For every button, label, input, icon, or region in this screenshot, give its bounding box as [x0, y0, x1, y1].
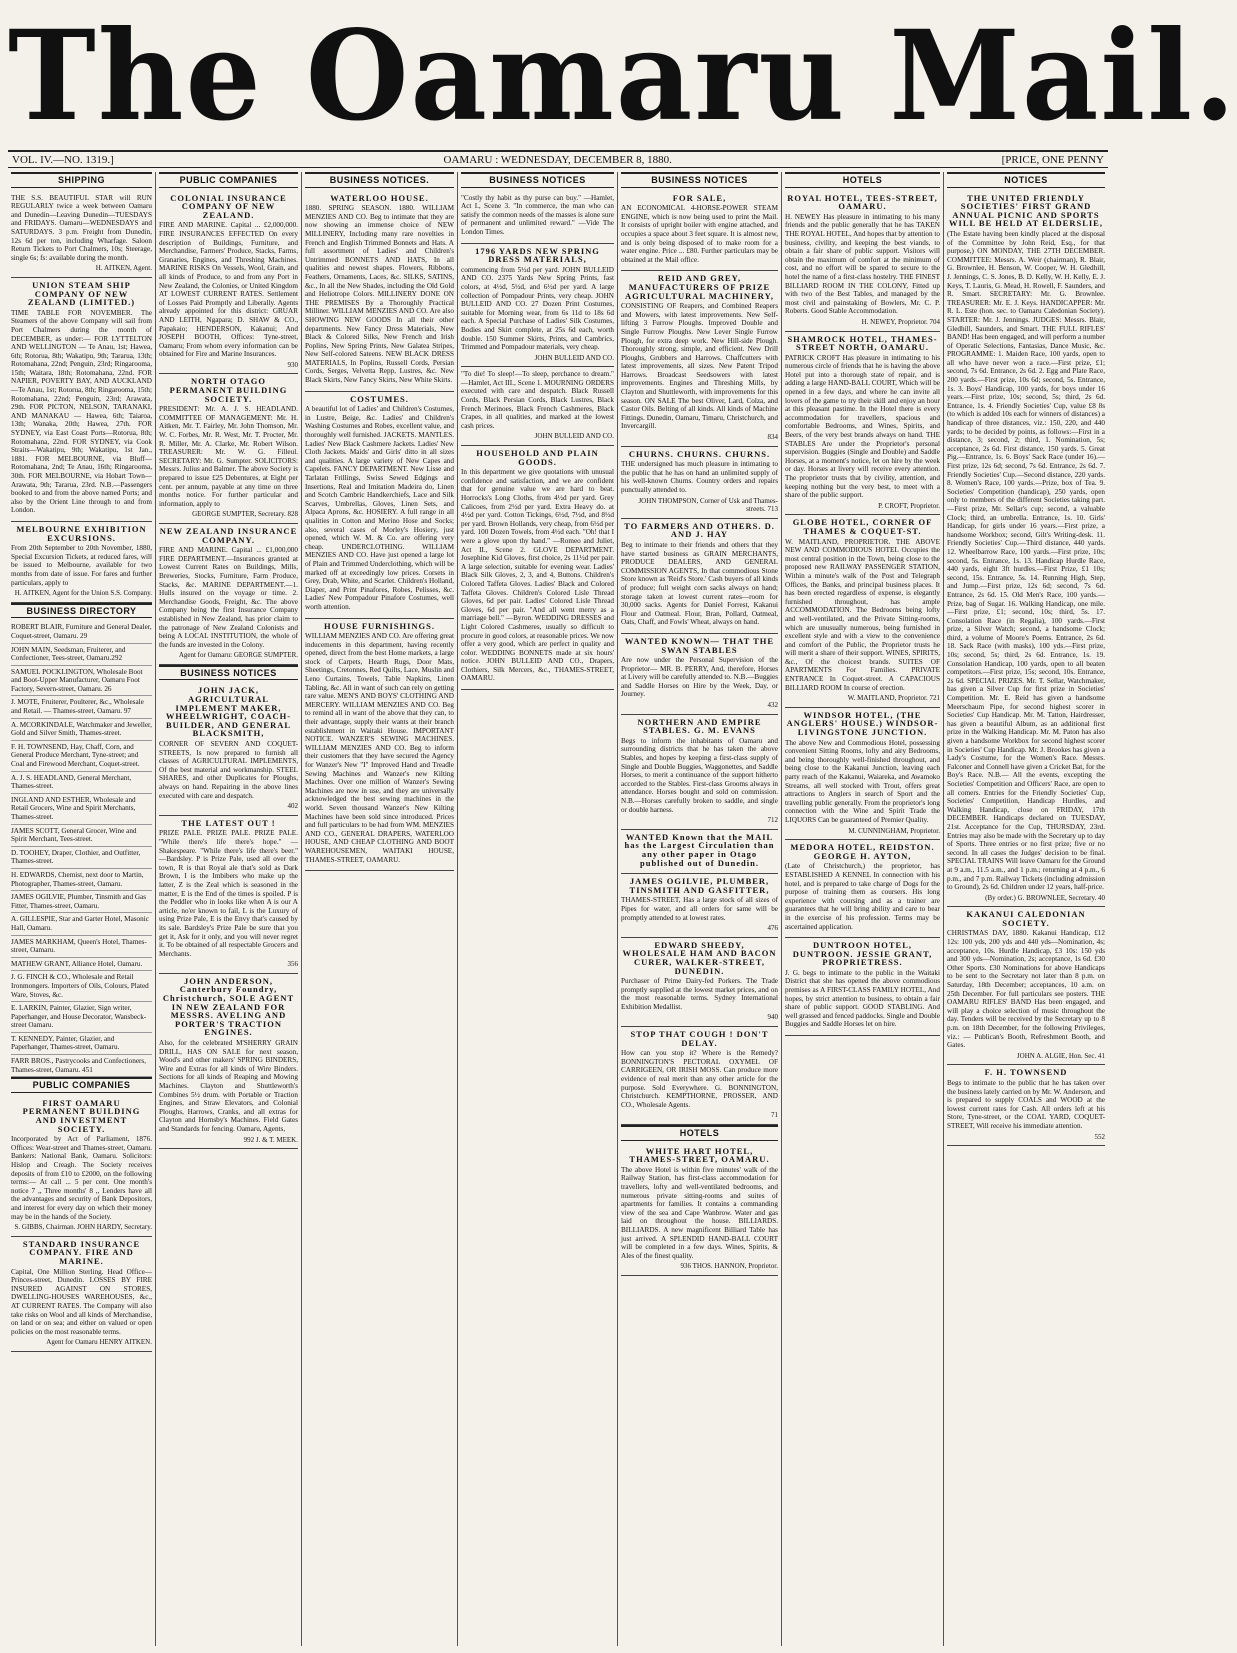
ad-heading: WANTED Known that the MAIL has the Largest Circulation than any other paper in Otago published out of Dunedin. [624, 831, 775, 868]
ad-signature: (By order.) G. BROWNLEE, Secretary. 40 [985, 893, 1105, 902]
masthead [8, 2, 1237, 149]
advertisement [461, 367, 614, 446]
ad-signature: H. AITKEN, Agent for the Union S.S. Company. [14, 589, 152, 598]
ad-signature: 940 [767, 1013, 778, 1022]
column-heading: SHIPPING [11, 172, 152, 188]
column-heading: BUSINESS NOTICES [621, 172, 778, 188]
ad-body: In this department we give quotations with unusual confidence and satisfaction, and we are confident that for genuine value we are hard to beat. Horrocks's Long Cloths, from 4½d per yard. Grey Calicoes, from 2½d per yard. Extra Heavy do. at 4½d per yard. Cotton Tickings, 6½d, 7½d, and 8½d per yard. Brown Hollands, very cheap, from 6½d per yard. 100 Dozen Towels, from 4½d each. "Oh! that I were a glove upon thy hand." —Romeo and Juliet, Act II., Scene 2. GLOVE DEPARTMENT. Josephine Kid Gloves, first choice, 2s 11½d per pair. A large selection, suitable for evening wear. Ladies' Black Silk Gloves, 2, 3, and 4, Buttons. Children's Colored Taffeta Gloves. Ladies' Black and Colored Taffeta Gloves. Children's Colored Lisle Thread Gloves, 6d per pair. Ladies' Colored Lisle Thread Gloves, 6d per pair. "And all went merry as a marriage bell." —Byron. WEDDING DRESSES and Light Colored Cashmeres, usually so difficult to procure in good colors, at reasonable prices. We now offer a very good, which are perfect in quality and color. WEDDING BONNETS made at six hours' notice. JOHN BULLEID AND CO., Drapers, Clothiers, Silk Mercers, &c., THAMES-STREET, OAMARU. [461, 468, 614, 683]
directory-entry: F. H. TOWNSEND, Hay, Chaff, Corn, and General Produce Merchant, Tyne-street; and Coal and Firewood Merchant, Coquet-street. [11, 741, 152, 772]
ad-heading: WANTED KNOWN— THAT THE SWAN STABLES [624, 635, 775, 655]
column-content [11, 191, 152, 1649]
advertisement [621, 715, 778, 830]
ad-body: PATRICK CROFT Has pleasure in intimating to his numerous circle of friends that he is having the above Hotel put into a thorough state of repair, and is adding a large HAND-BALL COURT, Which will be opened in a few days, and where he can invite all lovers of the game to try their skill and enjoy an hour at this pleasant pastime. In the Hotel there is every accommodation for travellers, spacious and comfortable Bedrooms, and Wines, Spirits, and Beers, of the very best brands always on hand. THE STABLES Are under the Proprietor's personal supervision. Buggies (Single and Double) and Saddle Horses, at a moment's notice, let on hire by the week or day. Horses at livery will receive every attention. The proprietor trusts that by civility, attention, and keeping nothing but the very best, to meet with a share of the public support. [785, 353, 940, 500]
ad-signature: 71 [771, 1111, 778, 1120]
ad-signature: 552 [1094, 1132, 1105, 1141]
advertisement [159, 191, 298, 375]
column-heading: BUSINESS NOTICES. [305, 172, 454, 188]
ad-body: The above New and Commodious Hotel, possessing convenient Sitting Rooms, lofty and airy Bedrooms, and being thoroughly well-finished throughout, and being close to the Kakanui Junction, leaving each party reach of the Kakanui, Waiareka, and Awamoko Streams, all well stocked with Trout, offers great attractions to Anglers in search of Sport and the travelling public generally. From the proprietor's long connection with the Wine and Spirit Trade the LIQUORS Can be guaranteed of Premier Quality. [785, 738, 940, 824]
ad-heading: THE LATEST OUT ! [181, 817, 276, 828]
advertisement [305, 619, 454, 872]
ad-signature: 402 [287, 802, 298, 811]
ad-body: THE S.S. BEAUTIFUL STAR will RUN REGULARLY twice a week between Oamaru and Dunedin—Leaving Dunedin—TUESDAYS and FRIDAYS. Oamaru—WEDNESDAYS and SATURDAYS. 3 p.m. Freight from Dunedin, 12s 6d per ton, including Wharfage. Saloon Return Tickets to Port Chalmers, 10s; Steerage, single 6s; fs: available during the month. [11, 193, 152, 262]
ad-heading: STOP THAT COUGH ! DON'T DELAY. [630, 1029, 769, 1048]
column-heading: PUBLIC COMPANIES [159, 172, 298, 188]
ad-signature: 930 [287, 360, 298, 369]
column-4 [458, 172, 618, 1646]
ad-signature: W. MAITLAND, Proprietor. 721 [847, 694, 940, 703]
advertisement [947, 1065, 1105, 1146]
ad-body: Capital, One Million Sterling. Head Office—Princes-street, Dunedin. LOSSES BY FIRE INSURED AGAINST ON STORES, DWELLING-HOUSES WAREHOUSES, &c., AT CURRENT RATES. The Company will also take risks on Wool and all kinds of Merchandise, on land or on sea; and either on valued or open policies on the most reasonable terms. [11, 1267, 152, 1336]
directory-entry: D. TOOHEY, Draper, Clothier, and Outfitter, Thames-street. [11, 847, 152, 869]
advertisement [947, 907, 1105, 1065]
ad-heading: HOUSE FURNISHINGS. [323, 620, 436, 631]
ad-body: WILLIAM MENZIES AND CO. Are offering great inducements in this department, having recently opened, direct from the best Home markets, a large stock of Carpets, Hearth Rugs, Door Mats, Sheetings, Cretonnes, Red Quilts, Lace, Muslin and Leno Curtains, Towels, Table Napkins, Linen Tabling, &c. All in want of such can rely on getting rare value. MEN'S AND BOYS' CLOTHING AND MERCERY. WILLIAM MENZIES AND CO. Beg to remind all in want of the above that they can, to their advantage, supply their wants at their branch establishment in Waitaki House. IMPORTANT NOTICE. WANZER'S SEWING MACHINES. WILLIAM MENZIES AND CO. Beg to inform their customers that they have secured the Agency for Wanzer's New "I" Improved Hand and Treadle Sewing Machines and Wanzer's new Kilting Machines. Over one million of Wanzer's Sewing Machines are now in use, and they are universally acknowledged the best sewing machines in the world. Seven thousand Wanzer's New Kilting Machines have been sold since introduced. Prices and full particulars to be had from WM. MENZIES AND CO., GENERAL DRAPERS, WATERLOO HOUSE, AND CHEAP CLOTHING AND BOOT WAREHOUSEMEN, WAITAKI HOUSE, THAMES-STREET, OAMARU. [305, 632, 454, 864]
section-heading: PUBLIC COMPANIES [11, 1077, 152, 1093]
directory-entry: INGLAND AND ESTHER, Wholesale and Retail Grocers, Wine and Spirit Merchants, Thames-street. [11, 794, 152, 825]
advertisement [785, 938, 940, 1036]
column-content [621, 191, 778, 1649]
ad-signature: 476 [767, 924, 778, 933]
column-1 [8, 172, 156, 1646]
section-heading: BUSINESS DIRECTORY [11, 603, 152, 619]
directory-entry: T. KENNEDY, Painter, Glazier, and Paperhanger, Thames-street, Oamaru. [11, 1033, 152, 1055]
section-heading: HOTELS [621, 1125, 778, 1141]
ad-body: CONSISTING OF Reapers, and Combined Reapers and Mowers, with latest improvements. New Self-lifting 3 Furrow Ploughs. Improved Double and Single Furrow Ploughs. New Lever Single Furrow Plough, for extra deep work. New Hill-side Plough. Thoroughly strong, simple, and efficient. New Drill Ploughs, Grubbers and Harrows. Chaffcutters with latest improvements, all sizes. New Patent Tripod Harrows. Broadcast Seedsowers with latest improvements. Engines and Threshing Mills, by Clayton and Shuttleworth, with improvements for this season. ON SALE The best Oliver, Lard, Colza, and Castor Oils. Belting of all kinds. All kinds of Machine Fittings. Dunedin, Oamaru, Timaru, Christchurch, and Invercargill. [621, 302, 778, 431]
advertisement [11, 1096, 152, 1237]
ad-signature: 834 [767, 433, 778, 442]
column-content [159, 191, 298, 1649]
ad-body: (Late of Christchurch,) the proprietor, has ESTABLISHED A KENNEL In connection with his hotel, and is prepared to take charge of Dogs for the purpose of training them as coursers. His long experience with coursing and as a trainer are guarantees that he will bring ability and care to bear in the exercise of his profession. Terms may be ascertained application. [785, 862, 940, 931]
ad-signature: 356 [287, 960, 298, 969]
column-7 [944, 172, 1108, 1646]
ad-heading: JAMES OGILVIE, PLUMBER, TINSMITH AND GASFITTER, [629, 876, 770, 895]
directory-entry: FARR BROS., Pastrycooks and Confectioners, Thames-street, Oamaru. 451 [11, 1055, 152, 1077]
ad-body: AN ECONOMICAL 4-HORSE-POWER STEAM ENGINE, which is now being used to print the Mail. It consists of upright boiler with engine attached, and occupies a space about 3 feet square. It is almost new, and is only being disposed of to make room for a water engine. Price ... £80. Further particulars may be obtained at the Mail office. [621, 204, 778, 264]
advertisement [621, 191, 778, 272]
advertisement [11, 1237, 152, 1352]
column-heading: NOTICES [947, 172, 1105, 188]
ad-signature: 992 J. & T. MEEK. [243, 1135, 298, 1144]
ad-heading: JOHN JACK, AGRICULTURAL IMPLEMENT MAKER, WHEELWRIGHT, COACH-BUILDER, AND GENERAL BLACKSMITH, [165, 685, 292, 739]
ad-signature: Agent for Oamaru HENRY AITKEN. [46, 1338, 152, 1347]
column-heading: BUSINESS NOTICES [461, 172, 614, 188]
column-content [305, 191, 454, 1649]
advertisement [785, 191, 940, 332]
ad-body: Begs to inform the inhabitants of Oamaru and surrounding districts that he has taken the above Stables, and hopes by keeping a first-class supply of Single and Double Buggies, Waggonettes, and Saddle Horses, to merit a continuance of the support hitherto accorded to the Stables. First-class Grooms always in attendance. Horses bought and sold on commission. N.B.—Horses carefully broken to saddle, and single or double harness. [621, 736, 778, 814]
ad-body: How can you stop it? Where is the Remedy? BONNINGTON'S PECTORAL OXYMEL OF CARRIGEEN, OR IRISH MOSS. Can produce more evidence of real merit than any other article for the purpose. Sold Everywhere. G. BONNINGTON, Christchurch. KEMPTHORNE, PROSSER, AND CO., Wholesale Agents. [621, 1049, 778, 1109]
business-directory [11, 621, 152, 1077]
ad-body: TIME TABLE FOR NOVEMBER. The Steamers of the above Company will sail from Port Chalmers during the month of DECEMBER, as under:— FOR LYTTELTON AND WELLINGTON — Te Anau, 1st; Hawea, 6th; Rotorua, 8th; Wakatipu, 9th; Tararua, 13th; Rotomahana, 22nd; Penguin, 23rd; Ringarooma, 15th; Waitara, 18th; Rotomahana, 22nd. FOR NAPIER, POVERTY BAY, AND AUCKLAND—Te Anau, 1st; Rotorua, 8th; Ringarooma, 15th; Rotomahana, 22nd; Penguin, 23rd; Arawata, 29th. FOR PICTON, NELSON, TARANAKI, AND MANAKAU — Hawea, 6th; Taiaroa, 13th; Wanaka, 20th; Hawea, 27th. FOR SYDNEY, via East Coast Ports—Rotorua, 8th; Rotomahana, 22nd. FOR SYDNEY, via Cook Straits—Wakatipu, 9th; Wakatipu, 1st Jan., 1881. FOR MELBOURNE, via Bluff—Rotomahana, 2nd; Te Anau, 16th; Ringarooma, 30th. FOR MELBOURNE, via Hobart Town—Arawata, 9th; Tararua, 23rd. N.B.—Passengers booked to and from the above named Ports; and also by the Orient Line through to and from London. [11, 308, 152, 515]
directory-entry: H. EDWARDS, Chemist, next door to Martin, Photographer, Thames-street, Oamaru. [11, 869, 152, 891]
directory-entry: MATHEW GRANT, Alliance Hotel, Oamaru. [11, 958, 152, 972]
ad-body: PRESIDENT: Mr. A. J. S. HEADLAND. COMMITTEE OF MANAGEMENT: Mr. H. Aitken, Mr. T. Fairley, Mr. John Thomson, Mr. W. C. Forbes, Mr. R. West, Mr. T. Procter, Mr. R. Miller, Mr. A. Clarke, Mr. Robert Wilson. TREASURER: Mr. W. G. Filleul. SECRETARY: Mr. G. Sumpter. SOLICITORS: Messrs. Julius and Balmer. The above Society is prepared to issue £25 Debentures, at Eight per cent. per annum, payable at any time on three months notice. For further particular and information, apply to [159, 405, 299, 508]
masthead-title: The Oamaru Mail. [8, 2, 1237, 149]
ad-body: THE undersigned has much pleasure in intimating to the public that he has on hand an unlimited supply of his well-known Churns. Country orders and repairs punctually attended to. [621, 460, 778, 494]
directory-entry: ROBERT BLAIR, Furniture and General Dealer, Coquet-street, Oamaru. 29 [11, 621, 152, 643]
column-content [461, 191, 614, 1649]
ad-heading: KAKANUI CALEDONIAN SOCIETY. [966, 909, 1086, 928]
ad-body: Incorporated by Act of Parliament, 1876. Offices: Wear-street and Thames-street, Oamaru. Bankers: National Bank, Oamaru. Solicitors: Hislop and Creagh. The Society receives deposits of from £10 to £2000, on the following terms:— At call ... 5 per cent. One month's notice 7 ,, Three months' 8 ,, Lenders have all the advantages and security of Bank Depositors, and interest for every day on which their money may be in the hands of the Society. [11, 1135, 152, 1221]
advertisement [159, 683, 298, 815]
ad-heading: DUNTROON HOTEL, DUNTROON. JESSIE GRANT, PROPRIETRESS. [792, 940, 933, 968]
ad-body: CHRISTMAS DAY, 1880. Kakanui Handicap, £12 12s: 100 yds, 200 yds and 440 yds—Nomination, 4s; acceptance, 10s. Hurdle Handicap, £3 10s: 150 yds and 300 yds—Nomination, 2s; acceptance, 1s 6d. £30 Other Sports. £30 Nominations for above Handicaps to be sent to the Secretary not later than 8 p.m. on Saturday, 18th December; acceptances, 10 a.m. on 25th December. For full particulars see posters. THE OAMARU RIFLES' BAND Has been engaged, and will play a choice selection of music throughout the day. Tenders will be received by the Secretary up to 8 p.m. on 18th December, for the following Privileges, viz.: — Publican's Booth, Refreshment Booth, and Gates. [947, 929, 1105, 1050]
advertisement [159, 974, 298, 1149]
advertisement [159, 524, 298, 665]
directory-entry: JAMES SCOTT, General Grocer, Wine and Spirit Merchant, Tees-street. [11, 825, 152, 847]
ad-body: commencing from 5½d per yard. JOHN BULLEID AND CO. 2375 Yards New Spring Prints, fast colors, at 4½d, 5½d, and 6½d per yard. A large collection of Pompadour Prints, very cheap. JOHN BULLEID AND CO. 27 Dozen Print Costumes, suitable for Morning wear, from 6s 11d to 18s 6d each. A Special Purchase of Ladies' Silk Costumes, Bodies and Skirt complete, at 25s 6d each, worth double. 150 Summer Skirts, Prints, and Cambrics, Trimmed and Pompadour materials, very cheap. [461, 265, 614, 352]
column-6 [782, 172, 944, 1646]
ad-signature: M. CUNNINGHAM, Proprietor. [848, 826, 940, 835]
ad-body: Beg to intimate to their friends and others that they have started business as GRAIN MERCHANTS, PRODUCE DEALERS, AND GENERAL COMMISSION AGENTS, In that commodious Stone Store known as 'Reid's Store.' Cash buyers of all kinds of produce; full weight corn sacks always on hand; storage taken at lowest current rates—room for 30,000 sacks. Agents for Daniel Forrest, Kakanui Flour and Oatmeal. Flour, Bran, Pollard, Oatmeal, Oats, Chaff, and Fowls' Wheat, always on hand. [621, 540, 778, 627]
ad-body: Purchaser of Prime Dairy-fed Porkers. The Trade promptly supplied at the lowest market prices, and on the most reasonable terms. Sydney International Exhibition Medallist. [621, 977, 778, 1011]
advertisement [621, 874, 778, 938]
column-2 [156, 172, 302, 1646]
advertisement [305, 392, 454, 619]
ad-heading: UNION STEAM SHIP COMPANY OF NEW ZEALAND (LIMITED.) [27, 279, 136, 308]
advertisement [159, 374, 298, 524]
ad-body: Are now under the Personal Supervision of the Proprietor— MR. B. PERRY, And, therefore, Horses at Livery will be carefully attended to. N.B.—Buggies and Saddle Horses on Hire by the Week, Day, or Journey. [621, 656, 778, 699]
column-heading: HOTELS [785, 172, 940, 188]
ad-body: THAMES-STREET, Has a large stock of all sizes of Pipes for water, and all orders for same will be promptly attended to at lowest rates. [621, 896, 778, 922]
directory-entry: J. MOTE, Fruiterer, Poulterer, &c., Wholesale and Retail. — Thames-street, Oamaru. 97 [11, 696, 152, 718]
advertisement [621, 1144, 778, 1276]
advertisement [461, 244, 614, 368]
ad-heading: NEW ZEALAND INSURANCE COMPANY. [159, 525, 298, 545]
advertisement [305, 191, 454, 392]
directory-entry: JAMES OGILVIE, Plumber, Tinsmith and Gas Fitter, Thames-street, Oamaru. [11, 891, 152, 913]
section-heading: BUSINESS NOTICES [159, 665, 298, 681]
advertisement [785, 840, 940, 938]
advertisement [621, 634, 778, 715]
advertisement [621, 447, 778, 519]
ad-signature: 936 THOS. HANNON, Proprietor. [680, 1262, 778, 1271]
dateline [8, 150, 1108, 168]
directory-entry: JAMES MARKHAM, Queen's Hotel, Thames-street, Oamaru. [11, 936, 152, 958]
ad-body: CORNER OF SEVERN AND COQUET-STREETS, Is now prepared to furnish all classes of AGRICULTURAL IMPLEMENTS, Of the best material and workmanship. STEEL SHARES, and other Duplicates for Ploughs, always on hand. Repairing in the above lines executed with care and despatch. [159, 740, 298, 800]
ad-heading: SHAMROCK HOTEL, THAMES-STREET NORTH, OAMARU. [787, 333, 938, 353]
ad-heading: REID AND GREY, MANUFACTURERS OF PRIZE AGRICULTURAL MACHINERY, [624, 273, 775, 301]
ad-heading: JOHN ANDERSON, Canterbury Foundry, Christchurch, SOLE AGENT IN NEW ZEALAND FOR MESSRS. AVELING AND PORTER'S TRACTION ENGINES. [162, 975, 295, 1038]
advertisement [621, 938, 778, 1027]
advertisement [621, 271, 778, 446]
ad-body: Also, for the celebrated M'SHERRY GRAIN DRILL, HAS ON SALE for next season, Wood's and other makers' SPRING BINDERS, Wire and Extras for all kinds of Wire Binders. Sections for all kinds of Reaping and Mowing Machines. Clayton and Shuttleworth's Combines 5½ drum. with Portable or Traction Engines, and Straw Elevators, and Colonial Ploughs, Harrows, Cranks, and all extras for Clayton and Hornsby's Machines. Field Gates and Standards for fencing. Oamaru, Agents, [159, 1039, 298, 1133]
directory-entry: JOHN MAIN, Seedsman, Fruiterer, and Confectioner, Tees-street, Oamaru.292 [11, 644, 152, 666]
ad-heading: COSTUMES. [350, 393, 409, 404]
ad-heading: EDWARD SHEEDY, WHOLESALE HAM AND BACON CURER, WALKER-STREET, DUNEDIN. [622, 939, 777, 976]
advertisement [461, 446, 614, 690]
advertisement [621, 519, 778, 634]
ad-body: (The Estate having been kindly placed at the disposal of the Committee by John Reid, Esq., for that purpose,) ON MONDAY, THE 27TH DECEMBER. COMMITTEE: Messrs. A. Weir (chairman), R. Blair, G. Brownlee, H. Benson, W. Cooper, W. H. Gledhill, J. Jennings, C. S. Jones, B. D. Kelly, W. H. Kelly, E. J. Keys, T. Lauris, G. Mead, H. Rowell, F. Saunders, and R. Smart. SECRETARY: Mr. G. Brownlee. TREASURER: Mr. E. J. Keys. HANDICAPPER: Mr. R. L. Este (hon. sec. to Oamaru Caledonian Society). STARTER: Mr. J. Jennings. JUDGES: Messrs. Blair, Gledhill, Saunders, and Smart. THE FULL RIFLES' BAND! Has been engaged, and will perform a number of Operatic Selections, Fantasias, Dance Music, &c. PROGRAMME: 1. Maiden Race, 100 yards, open to all who have never won a race.—First prize, £1; second, 7s 6d. Entrance, 2s 6d. 2. Egg and Plate Race, 200 yards.—First prize, 10s 6d; second, 5s. Entrance, 1s. 3. Boys' Handicap, 100 yards, for boys under 16 years.—First prize, 10s; second, 5s; third, 2s 6d. Entrance, 1s. 4. Friendly Societies' Cup, value £8 8s (to which is added 10s each for winners of distances) a handicap of three distances, viz.: 150, 220, and 440 yards; to be decided by points, as follows:—First in a distance, 3; second, 2; third, 1. Nomination, 5s; acceptance, 2s 6d. First distance, 150 yards. 5. Great Pig.—Entrance, 1s. 6. Boys' Sack Race (under 16).—First prize, 12s 6d; second, 7s 6d. Entrance, 2s 6d. 7. Friendly Societies' Cup.—Second distance, 220 yards. 8. Women's Race, 100 yards.—Prize, box of Tea. 9. Societies' Competition (handicap), 250 yards, open only to members of the different Societies taking part.—First prize, Mr. Sellar's cup; second, a valuable Clock; third, an umbrella. Entrance, 1s. 10. Girls' Handicap, for girls under 16 years.—First prize, a handsome Workbox; second, Gilt's Writing-desk. 11. Friendly Societies' Cup.—Third distance, 440 yards. 12. Wheelbarrow Race, 100 yards.—First prize, 10s; second, 5s. Entrance, 1s. 13. Handicap Hurdle Race, 440 yards, eight 3ft hurdles.—First Prize, £1 10s; second, 15s. Entrance, 5s. 14. Running High, Step, and Jump.—First prize, 12s 6d; second, 7s 6d. Entrance, 2s 6d. 15. Old Men's Race, 100 yards.—Prize, bag of Sugar. 16. Walking Handicap, one mile.—First prize, £1; second, 10s; third, 5s. 17. Consolation Race (in Regalia), 100 yards.—First prize, a Silver Watch; second, a handsome Clock; third, a volume of Moore's Poems. Entrance, 2s 6d. 18. Sack Race (with masks), 100 yds.—First prize, 10s; second, 5s; third, 2s 6d. Entrance, 1s. 19. Consolation Handicap, 100 yards, open to all beaten competitors.—First prize, 15s; second, 10s. Entrance, 2s 6d. SPECIAL PRIZES. Mr. T. Sellar, Watchmaker, has given a Silver Cup for first prize in Societies' Competition. Mr. E. Reid has given a handsome Meerschaum Pipe, for second highest scorer in Societies' Cup Handicap. Mr. M. Tatton, Hairdresser, has given a beautiful Album, as an additional first prize in the Walking Handicap. Mr. M. Paton has also given a handsome Workbox for second highest scorer in Societies' Cup Handicap. Mr. J. Brookes has given a Lady's Costume, for the Women's Race. Messrs. Falconer and Connell have given a Cricket Bat, for the Boy's Race. N.B.— All the events, excepting the Societies' Competition and Officers' Race, are open to all comers. Entries for the Friendly Societies' Cup, Societies' Competition, Handicap Hurdles, and Walking Handicap, close on FRIDAY, 17th DECEMBER. Handicaps declared on TUESDAY, 21st. Acceptance for the Cup, THURSDAY, 23rd. Entries may also be made with the Secretary up to day of Sports. Three entries or no first prize; five or no second. In all cases the Judges' decision to be final. SPECIAL TRAINS Will leave Oamaru for the Ground at 9 a.m., 11.5 a.m., and 1 p.m.; returning at 4 p.m., 6 p.m., and 7 p.m. Railway Tickets (including admission to Ground), 2s 6d. Children under 12 years, half-price. [947, 229, 1105, 892]
ad-body: "To die! To sleep!—To sleep, perchance to dream." —Hamlet, Act III., Scene 1. MOURNING ORDERS executed with care and despatch. Black Russell Cords, Black Persian Cords, Black Lustres, Black French Merinoes, Black French Cashmeres, Black Crapes, in all qualities, and marked at the lowest cash prices. [461, 370, 614, 430]
advertisement [159, 816, 298, 974]
ad-heading: FIRST OAMARU PERMANENT BUILDING AND INVESTMENT SOCIETY. [22, 1097, 141, 1134]
advertisement [461, 191, 614, 244]
ad-heading: THE UNITED FRIENDLY SOCIETIES' FIRST GRAND ANNUAL PICNIC AND SPORTS WILL BE HELD AT ELDERSLIE, [949, 192, 1103, 229]
ad-signature: P. CROFT, Proprietor. [878, 501, 940, 510]
ad-signature: 712 [767, 816, 778, 825]
ad-body: J. G. begs to intimate to the public in the Waitaki District that she has opened the above commodious premises as A FIRST-CLASS FAMILY HOTEL, And hopes, by strict attention to business, to obtain a fair share of public support. GOOD STABLING. And well grassed and fenced paddocks. Single and Double Buggies and Saddle Horses let on hire. [785, 968, 940, 1029]
ad-signature: Agent for Oamaru: GEORGE SUMPTER. [178, 651, 298, 660]
columns [8, 172, 1108, 1646]
ad-signature: JOHN THOMPSON, Corner of Usk and Thames-streets. 713 [638, 496, 778, 514]
column-5 [618, 172, 782, 1646]
ad-heading: F. H. TOWNSEND [984, 1067, 1068, 1078]
ad-signature: JOHN BULLEID AND CO. [534, 353, 614, 362]
advertisement [947, 191, 1105, 908]
ad-heading: STANDARD INSURANCE COMPANY. FIRE AND MARINE. [22, 1238, 141, 1266]
ad-heading: TO FARMERS AND OTHERS. D. AND J. HAY [624, 520, 775, 540]
ad-signature: JOHN BULLEID AND CO. [534, 432, 614, 441]
volume-number: VOL. IV.—NO. 1319.] [12, 153, 114, 166]
ad-heading: WINDSOR HOTEL, (THE ANGLERS' HOUSE.) WINDSOR-LIVINGSTONE JUNCTION. [786, 709, 939, 738]
column-3 [302, 172, 458, 1646]
ad-body: "Costly thy habit as thy purse can buy." —Hamlet, Act I., Scene 3. "In commerce, the man who can satisfy the common needs of the masses is alone sure of permanent and unlimited reward." —Vide The London Times. [461, 193, 614, 236]
place-date: OAMARU : WEDNESDAY, DECEMBER 8, 1880. [443, 153, 672, 166]
ad-heading: CHURNS. CHURNS. CHURNS. [628, 448, 771, 459]
directory-entry: E. LARKIN, Painter, Glazier, Sign writer, Paperhanger, and House Decorator, Wansbeck-street Oamaru. [11, 1002, 152, 1033]
ad-body: FIRE AND MARINE. Capital ... £1,000,000 FIRE DEPARTMENT.—Insurances granted at Lowest Current Rates on Buildings, Mills, Breweries, Stocks, Furniture, Farm Produce, Stacks, &c. MARINE DEPARTMENT.—1. Hulls insured on the voyage or time. 2. Merchandise Goods, Freight, &c. The above Company being the first Insurance Company established in New Zealand, has prior claim to the patronage of New Zealand Colonists and being A LOCAL INSTITUTION, the whole of the funds are invested in the Colony. [159, 546, 298, 649]
ad-body: PRIZE PALE. PRIZE PALE. PRIZE PALE. "While there's life there's hope." —Shakespeare. "While there's life there's beer." —Bardsley. P is Prize Pale, used all over the town, R is that Royal ale that's sold as Dark Brown, I is the Imbibers who make up the latter, Z is the Zeal which is seasoned in the matter, E is the End of the times is spoiled. P is the Peddler who in looks like when A is our A article, no'er known to fail, L is the Luxury of using Prize Pale, E is the Envy that's caused by its sale. Bardsley's Prize Pale be sure that you get it, Ask for it only, and you will never regret it. To be obtained of all respectable Grocers and Merchants. [159, 829, 298, 958]
price: [PRICE, ONE PENNY [1001, 153, 1104, 166]
advertisement [785, 515, 940, 707]
ad-heading: NORTHERN AND EMPIRE STABLES. G. M. EVANS [637, 716, 762, 736]
directory-entry: A. MCORKINDALE, Watchmaker and Jeweller, Gold and Silver Smith, Thames-street. [11, 719, 152, 741]
directory-entry: A. GILLESPIE, Star and Garter Hotel, Masonic Hall, Oamaru. [11, 913, 152, 935]
ad-heading: MEDORA HOTEL, REIDSTON. GEORGE H. AYTON, [790, 842, 935, 861]
directory-entry: SAMUEL POCKLINGTON, Wholesale Boot and Boot-Upper Manufacturer, Oamaru Foot Factory, Severn-street, Oamaru. 26 [11, 666, 152, 697]
advertisement [11, 191, 152, 278]
ad-heading: COLONIAL INSURANCE COMPANY OF NEW ZEALAND. [170, 192, 287, 220]
advertisement [785, 332, 940, 516]
ad-heading: 1796 YARDS NEW SPRING DRESS MATERIALS, [475, 245, 600, 265]
ad-body: H. NEWEY Has pleasure in intimating to his many friends and the public generally that he has TAKEN THE ROYAL HOTEL, And hopes that by attention to business, civility, and keeping the best viands, to obtain a fair share of public support. Visitors will obtain the maximum of comfort at the minimum of cost, and no effort will be spared to secure to the hotel the name of a first-class hostelry. THE FINEST BILLIARD ROOM IN THE COLONY, Fitted up with two of the Best Tables, and managed by the most civil and painstaking of Bowlers, Mr. C. P. Roberts. Good Stable Accommodation. [785, 212, 940, 316]
ad-signature: H. NEWEY, Proprietor. 704 [861, 317, 940, 326]
ad-body: The above Hotel is within five minutes' walk of the Railway Station, has first-class accommodation for travellers, lofty and well-ventilated bedrooms, and numerous private sitting-rooms and suites of apartments for families. It contains a commanding view of the sea and Cape Wanbrow. Water and gas laid on throughout the house. BILLIARDS. BILLIARDS. A new magnificent Billiard Table has just arrived. A SPLENDID HAND-BALL COURT will be completed in a few days. Wines, Spirits, & Ales of the finest quality. [621, 1165, 778, 1260]
ad-heading: WATERLOO HOUSE. [330, 192, 429, 203]
ad-signature: H. AITKEN, Agent. [95, 264, 152, 273]
advertisement [11, 278, 152, 522]
advertisement [621, 830, 778, 874]
ad-signature: 432 [767, 701, 778, 710]
ad-body: Begs to intimate to the public that he has taken over the business lately carried on by Mr. W. Anderson, and is prepared to supply COALS and WOOD at the lowest current rates for Cash. All orders left at his Store, Tyne-street, or the COAL YARD, COQUET-STREET, Will receive his immediate attention. [947, 1078, 1105, 1130]
column-content [785, 191, 940, 1649]
advertisement [785, 708, 940, 840]
directory-entry: J. G. FINCH & CO., Wholesale and Retail Ironmongers. Importers of Oils, Colours, Plated Ware, Stoves, &c. [11, 971, 152, 1002]
ad-body: A beautiful lot of Ladies' and Children's Costumes, in Lustre, Beige, &c. Ladies' and Children's Washing Costumes and Robes, excellent value, and thoroughly well furnished. JACKETS. MANTLES. Ladies' New Black Cashmere Jackets. Ladies' New Cloth Jackets. Maids' and Girls' ditto in all sizes and qualities. A large variety of New Capes and Capelets. FANCY DEPARTMENT. New Lisse and Tarlatan Frillings, Swiss Sewed Edgings and Insertions, Real and Imitation Madeira do, Linen and Scotch Cambric Handkerchiefs, Lace and Silk Scarves, Umbrellas, Gloves, Linen Sets, and Alpaca Aprons, &c. HOSIERY. A full range in all qualities in Cotton and Merino Hose and Socks; also, several cases of Morley's Hosiery, just opened, which W. M. & Co. are offering very cheap. UNDERCLOTHING. WILLIAM MENZIES AND CO. Have just opened a large lot of Plain and Trimmed Underclothing, which will be marked off at exceedingly low prices. Corsets in Grey, Drab, White, and Scarlet. Children's Holland, Diaper, and Print Pinafores, Robes, Pelisses, &c. Ladies' New Pompadour Pinafore Costumes, well worth attention. [305, 405, 454, 611]
ad-body: 1880. SPRING SEASON. 1880. WILLIAM MENZIES AND CO. Beg to intimate that they are now showing an immense choice of NEW MILLINERY, Including many rare novelties in French and English Trimmed Bonnets and Hats. A full assortment of Ladies' and Children's Untrimmed BONNETS AND HATS, In all qualities and newest shapes. Flowers, Ribbons, Feathers, Ornaments, Laces, &c. SILKS, SATINS, &c., In all the New Shades, including the Old Gold and Heliotrope Colors. MILLINERY DONE ON THE PREMISES By a Thoroughly Practical Milliner. WILLIAM MENZIES AND CO. Are also SHOWING NEW GOODS In all their other departments. New Fancy Dress Materials, New Black & Colored Silks, New French and Irish Poplins, New Spring Prints, New Galatea Stripes, New Self-colored Sateens. NEW BLACK DRESS MATERIALS, In Poplins, Russell Cords, Persian Cords, Serges, Velvetta Repp, Lustres, &c. New Black Skirts, New Fancy Skirts, New White Skirts. [305, 204, 454, 385]
column-content [947, 191, 1105, 1649]
ad-heading: HOUSEHOLD AND PLAIN GOODS. [476, 448, 599, 467]
ad-heading: FOR SALE, [672, 192, 727, 203]
ad-heading: ROYAL HOTEL, TEES-STREET, OAMARU. [787, 192, 938, 212]
directory-entry: A. J. S. HEADLAND, General Merchant, Thames-street. [11, 772, 152, 794]
ad-heading: GLOBE HOTEL, CORNER OF THAMES & COQUET-ST. [792, 517, 933, 536]
ad-heading: MELBOURNE EXHIBITION EXCURSIONS. [16, 523, 147, 543]
ad-body: From 20th September to 20th November, 1880, Special Excursion Tickets, at reduced fares, will be issued to Melbourne, available for two months from date of issue. For fares and further particulars, apply to [11, 544, 152, 587]
ad-signature: JOHN A. ALGIE, Hon. Sec. 41 [1016, 1051, 1105, 1060]
ad-heading: WHITE HART HOTEL, THAMES-STREET, OAMARU. [629, 1145, 770, 1165]
ad-body: W. MAITLAND, PROPRIETOR. THE ABOVE NEW AND COMMODIOUS HOTEL Occupies the most central position in the Town, being close to the proposed new RAILWAY PASSENGER STATION, Within a minute's walk of the Post and Telegraph Offices, the Banks, and principal business places. It has been erected regardless of expense, is elegantly furnished throughout, has ample ACCOMMODATION. The Bedrooms being lofty and well-ventilated, and the Private Sitting-rooms, which are unusually numerous, being furnished in excellent style and with a view to the convenience and comfort of the Public, the Proprietor trusts he will merit a share of their support. WINES, SPIRITS, &c., Of the choicest brands. SUITES OF APARTMENTS For Families. PRIVATE ENTRANCE In Coquet-street. A CAPACIOUS BILLIARD ROOM In course of erection. [785, 537, 940, 692]
ad-heading: NORTH OTAGO PERMANENT BUILDING SOCIETY. [169, 376, 288, 404]
ad-body: FIRE AND MARINE. Capital ... £2,000,000. FIRE INSURANCES EFFECTED On every description of Buildings, Furniture, and Merchandise, Farmers' Produce, Stacks, Farms, Granaries, Engines, and Threshing Machines. MARINE RISKS On Vessels, Wool, Grain, and all kinds of Produce, to and from any Port in New Zealand, the Colonies, or United Kingdom AT LOWEST CURRENT RATES. Settlement of Losses Paid Promptly and Liberally. Agents already appointed for this district: GRUAR AND LEITH, Ngapara; D. SHAW & CO., Papakaio; HENDERSON, Kakanui; And JOSEPH BOOTH, Offices: Tyne-street, Oamaru; From whom every information can be obtained for Fire and Marine Insurances. [159, 221, 298, 359]
advertisement [621, 1027, 778, 1125]
advertisement [11, 522, 152, 603]
ad-signature: S. GIBBS, Chairman. JOHN HARDY, Secretary. [14, 1223, 152, 1232]
ad-signature: GEORGE SUMPTER, Secretary. 828 [192, 510, 298, 519]
